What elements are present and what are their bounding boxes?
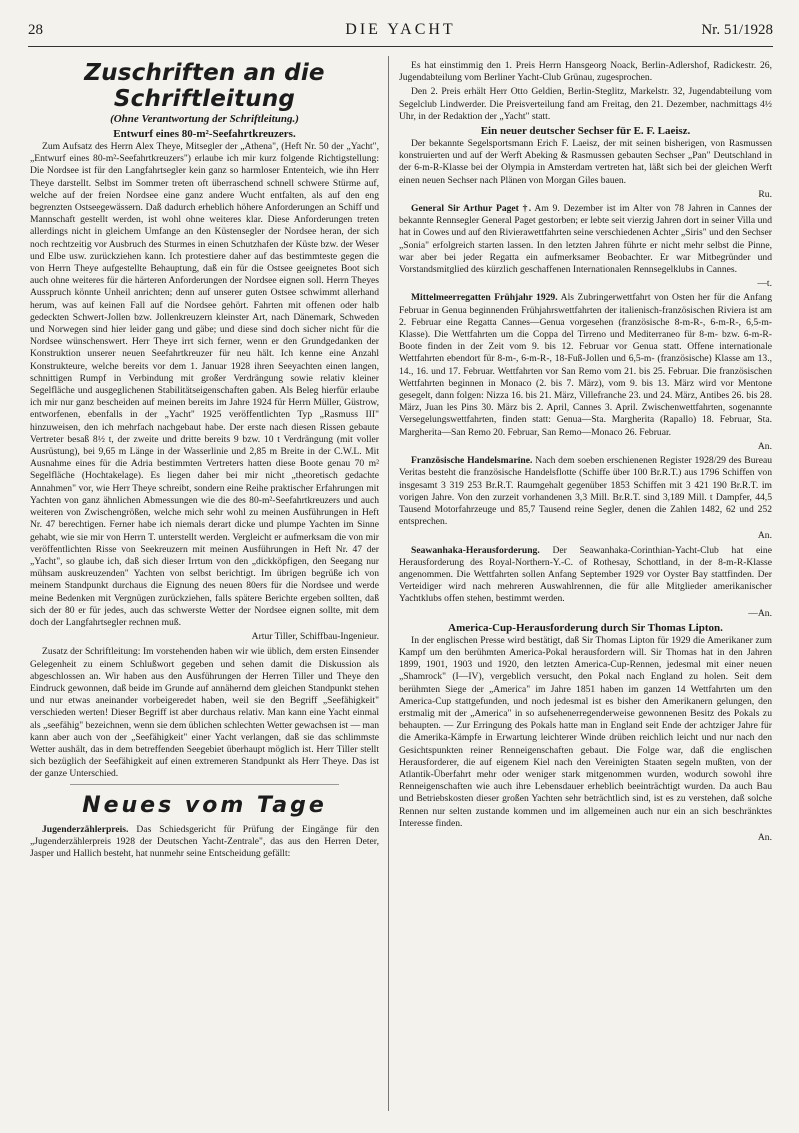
mittel-initials: An.	[757, 440, 772, 452]
seawan-initials: —An.	[748, 607, 772, 619]
cup-title: America-Cup-Herausforderung durch Sir Thomas Lipton.	[448, 621, 723, 634]
page-header	[28, 20, 773, 47]
sechser-title: Ein neuer deutscher Sechser für E. F. Laeisz.	[480, 125, 691, 138]
left-column	[30, 56, 379, 862]
sechser-text: Der bekannte Segelsportsmann Erich F. Laeisz, der mit seinen bisherigen, von Rasmussen konstruierten und auf der Werft Abeking & Rasmussen gebauten Sechser „Pan" Deutschland in der 6-m-R-Klasse bei der Olympia in Amsterdam vertreten hat, läßt sich bei der gleichen Werft einen neuen Sechser nach Plänen von Morgan Giles bauen.	[399, 138, 772, 186]
handel-text: Nach dem soeben erschienenen Register 1928/29 des Bureau Veritas besteht die französische Handelsflotte (Schiffe über 100 Br.R.T.) aus 1796 Schiffen von insgesamt 3 319 253 Br.R.T. Raumgehalt gegenüber 1853 Schiffen mit 3 421 190 Br.R.T. im vorigen Jahre. Von den zurzeit vorhandenen 3,3 Mill. Br.R.T. sind 3,189 Mill. t Dampfer, 44,5 Tausend Motorfahrzeuge und 85,7 Tausend reine Segler, denen die Zahlen 1482, 62 und 252 entsprechen.	[399, 455, 773, 528]
section-title: Zuschriften an die Schriftleitung	[84, 60, 325, 112]
letter-signature: Artur Tiller, Schiffbau-Ingenieur.	[251, 631, 379, 643]
jugend-cont-1: Es hat einstimmig den 1. Preis Herrn Hansgeorg Noack, Berlin-Adlershof, Radickestr. 26, Jugendabteilung vom Berliner Yacht-Club Grünau, zugesprochen.	[399, 60, 772, 84]
page-number: 28	[28, 22, 43, 38]
mittel-paragraph	[399, 292, 772, 438]
jugend-cont-2: Den 2. Preis erhält Herr Otto Geldien, Berlin-Steglitz, Markelstr. 32, Jugendabteilung vom Segelclub Lindwerder. Die Preisverteilung fand am Freitag, den 21. Dezember, nachmittags 4½ Uhr, in der Redaktion der „Yacht" statt.	[399, 86, 772, 122]
paget-initials: —t.	[757, 278, 772, 290]
magazine-title: DIE YACHT	[345, 21, 456, 38]
seawan-lead: Seawanhaka-Herausforderung.	[411, 544, 540, 556]
section-subtitle: (Ohne Verantwortung der Schriftleitung.)	[110, 113, 299, 125]
cup-text: In der englischen Presse wird bestätigt, daß Sir Thomas Lipton für 1929 die Amerikaner zum Kampf um den berühmten America-Pokal herausfordern will. Sir Thomas hat in den Jahren 1899, 1901, 1903 und 1920, den letzten America-Cup-Rennen, jedesmal mit einer neuen „Shamrock" (I—IV), vergeblich versucht, den Pokal nach England zu holen. Seit dem berühmten Siege der „America" im Jahre 1851 haben im ganzen 14 Wettfahrten um den America-Cup stattgefunden, und noch jedesmal ist es bisher den Amerikanern gelungen, den erstmalig mit der „America" in so aufsehenerregenderweise gewonnenen Besitz des Pokals zu behaupten. — Zur Erringung des Pokals hatte man in England seit Ende der achtziger Jahre für die Amerika-Kämpfe in Erwartung leichterer Winde drüben reichlich leicht und nur nach den Gesichtspunkten reiner Renneigenschaften gebaut. Die Folge war, daß die englischen Herausforderer, die auf eigenem Kiel nach den Vereinigten Staaten segeln mußten, von der Atlantik-Überfahrt mehr oder weniger stark mitgenommen wurden, wodurch sowohl ihre Renneigenschaften wie auch ihre Lebensdauer erheblich beeinträchtigt wurden. Da auch Bau und Betriebskosten dieser großen Yachten sehr beträchtlich sind, ist es zu verstehen, daß solche Rennen nur selten zustande kommen und im allgemeinen auch nur ein an sich beschränktes Interesse finden.	[399, 634, 772, 829]
right-column	[399, 60, 772, 846]
jugend-paragraph	[30, 824, 379, 861]
paget-text: Am 9. Dezember ist im Alter von 78 Jahren in Cannes der bekannte Rennsegler General Paget gestorben; er lebte seit vierzig Jahren dort in seiner Villa und hat in Cowes und auf den Rivierawettfahrten seine verschiedenen Achter „Siris" und den Sechser „Sonia" erfolgreich starten lassen. In den letzten Jahren führte er nicht mehr selbst die Pinne, war aber bei jeder Regatta ein aufmerksamer Beobachter. Er war Mitbegründer und Vorstandsmitglied des kürzlich geschaffenen Internationalen Rennsegelklubs in Cannes.	[399, 203, 772, 276]
column-divider	[388, 56, 389, 1111]
sechser-initials: Ru.	[758, 188, 772, 200]
news-section-title: Neues vom Tage	[82, 792, 327, 818]
handel-initials: An.	[757, 530, 772, 542]
editor-addendum: Zusatz der Schriftleitung: Im vorstehenden haben wir wie üblich, dem ersten Einsender Gelegenheit zu einem Schlußwort gegeben und sehen damit die Diskussion als abgeschlossen an. Wir haben aus den Ausführungen der Herren Tiller und Theye den Eindruck gewonnen, daß beide im Grunde auf annähernd dem gleichen Standpunkt stehen und nur etwas aneinander vorbeigeredet haben, weil sie den Begriff „Seefähigkeit" verschieden werten! Dieser Begriff ist aber durchaus relativ. Man kann eine Yacht einmal als „seefähig" bezeichnen, wenn sie dem üblichen schlechten Wetter gewachsen ist — man kann aber auch von der „Seefähigkeit" einer Yacht verlangen, daß sie das schlimmste Wetter aushält, das in dem betreffenden Seegebiet überhaupt möglich ist. Herr Tiller stellt sich bezüglich der Seefähigkeit auf einen extremeren Standpunkt als Herr Theye. Das ist der ganze Unterschied.	[30, 646, 380, 780]
mittel-text: Als Zubringerwettfahrt von Osten her für die Anfang Februar in Genua beginnenden Frühjahrswettfahrten der italienisch-französischen Riviera ist am 2. Februar eine Regatta Cannes—Genua vorgesehen (französische 8-m-R-, 6-m-R-, 6,5-m-Klasse). Die Wettfahrten um die Coppa del Tirreno und Mediterraneo für 8-m- bzw. 6-m-R-Boote finden in der Zeit vom 9. bis 12. Februar vor Genua statt. Offene internationale Wettfahrten ebendort für 8-m-, 6-m-R-, 18-Fuß-Jollen und 6,5-m- (französische) Klasse am 13., 14., 16. und 17. Februar. Wettfahrten vor San Remo vom 21. bis 25. Februar. Die französischen Wettfahrten beginnen in Monaco (2. bis 7. März), vom 9. bis 13. März wird vor Mentone gesegelt, dann folgen: Nizza 16. bis 21. März, Villefranche 23. und 24. März, Antibes 26. bis 28. März, Juan les Pins 30. März bis 2. April, Cannes 3. April. Zwischenwettfahrten, sogenannte Versegelungswettfahrten, finden statt: Genua—Sta. Margherita (Rapallo) 18. Februar, Sta. Margherita—San Remo 20. Februar, San Remo—Monaco 26. Februar.	[399, 292, 773, 438]
issue-number: Nr. 51/1928	[701, 22, 773, 38]
jugend-lead: Jugenderzählerpreis.	[42, 823, 129, 835]
handel-lead: Französische Handelsmarine.	[411, 455, 533, 467]
mittel-lead: Mittelmeerregatten Frühjahr 1929.	[411, 292, 558, 304]
seawan-text: Der Seawanhaka-Corinthian-Yacht-Club hat eine Herausforderung des Royal-Northern-Y.-C. of Rothesay, Schottland, in der 8-m-R-Klasse angenommen. Die Wettfahrten sollen Anfang September 1929 vor Oyster Bay stattfinden. Der Verteidiger wird nach mehreren Auswahlrennen, die für alle Mitglieder amerikanischer Yachtklubs offen stehen, bestimmt werden.	[399, 544, 772, 605]
article-title: Entwurf eines 80-m²-Seefahrtkreuzers.	[113, 128, 296, 140]
handel-paragraph	[399, 455, 772, 528]
seawan-paragraph	[399, 545, 772, 606]
jugend-text: Das Schiedsgericht für Prüfung der Eingänge für den „Jugenderzählerpreis 1928 der Deutschen Yacht-Zentrale", das aus den Herren Deter, Jasper und Hallich besteht, hat nunmehr seine Entscheidung gefällt:	[30, 823, 379, 859]
paget-paragraph	[399, 203, 772, 276]
letter-paragraph: Zum Aufsatz des Herrn Alex Theye, Mitsegler der „Athena", (Heft Nr. 50 der „Yacht", „Entwurf eines 80-m²-Seefahrtkreuzers") erlaube ich mir kurz folgende Richtigstellung: Die Nordsee ist für den Langfahrtsegler kein ganz so harmloser Ententeich, wie ihn Herr Theye darstellt. Selbst im Sommer treten oft überraschend schnell schwere Stürme auf, welche auf der freien Nordsee eine ganz andere Wucht entfalten, als auf den eng begrenzten Ostseegewässern. Daß dadurch erheblich höhere Anforderungen an Schiff und Mannschaft gestellt werden, ist wohl ohne weiteres klar. Diese Anforderungen treten allerdings nicht in gleichem Umfange an den Küstensegler der Nordsee heran, der sich noch rechtzeitig vor Ausbruch des Sturmes in einen Schutzhafen der Küste bzw. der Weser und Elbe usw. zurückziehen kann. Ich protestiere daher auf das bestimmteste gegen die von Herrn Theye aufgestellte Behauptung, daß ein für die Ostsee geeignetes Boot sich auch ohne weiteres für die härteren Anforderungen der Nordsee eignen soll. Herrn Theyes Ausspruch könnte Unheil anrichten; denn auf unserer guten Ostsee schwimmt allerhand herum, was auf keinen Fall auf die Nordsee gehört. Fahrten mit offenen oder halb gedeckten Schwert-Jollen bzw. Jollenkreuzern kleinster Art, nach Dänemark, Schweden und Norwegen sind hier leider gang und gäbe; und diese sind doch sicher nicht für die Nordsee wünschenswert. Herr Theye irrt sich ferner, wenn er den Grundgedanken der Konstruktion unserer neuen Seefahrtkreuzer für neu hält. Ich kenne eine Anzahl Konstrukteure, welche bereits vor dem 1. Januar 1928 ihren Seeyachten einen langen, schnittigen Rumpf in Verbindung mit großer Verdrängung sowie relativ kleiner Segelfläche und ausgeglichenen Stabilitätseigenschaften gaben. Als Beleg hierfür erlaube ich mir nur ganz bescheiden auf meinen bereits im Jahre 1924 für Herrn Müller, Güstrow, entworfenen, ebenfalls in der „Yacht" 1925 veröffentlichten Typ „Rasmuss III" hinzuweisen, den ich mehrfach nachgebaut habe. Der erste nach diesen Rissen gebaute Vertreter besaß 8½ t, der zweite und dritte bereits 9 bzw. 10 t Verdrängung (mit voller Ausrüstung), bei 9,65 m Länge in der Wasserlinie und 2,85 m Breite in der C.W.L. Mit Ausnahme eines für die Adria bestimmten Vertreters hatten diese Boote genau 70 m² Segelfläche (Hochtakelage). Es liegen daher bei mir nicht „theoretisch gedachte Annahmen" vor, wie Herr Theye schreibt, sondern eine Reihe praktischer Erfahrungen mit Yachten von ganz ähnlichen Abmessungen wie die des 80-m²-Seefahrtkreuzers und auch weiteren von Zwischengrößen, welche mich sehr wohl zu meinen Ausführungen in Heft Nr. 47 berechtigen. Ferner habe ich niemals derart dicke und plumpe Yachten im Sinne gehabt, wie sie mir von Herrn T. unterstellt werden. Vergleicht er aufmerksam die von mir veröffentlichten Risse von Seekreuzern mit meinen Ausführungen in Heft Nr. 47 der „Yacht", so glaube ich, daß sich dieser Irrtum von den „dickköpfigen, den Seegang nur mühsam auskreuzenden" Yachten von selbst berichtigt. Im übrigen begrüße ich von meinem Standpunkt durchaus die Eignung des neuen 80ers für die Nordsee und werde meine Bedenken mit Vergnügen zurückziehen, falls spätere Berichte ergeben sollten, daß sich der 80 er für jedes, auch das schwerste Wetter der Nordsee eignen sollte, mit dem doch der Langfahrtsegler rechnen muß.	[30, 141, 379, 628]
paget-lead: General Sir Arthur Paget †.	[411, 203, 532, 215]
cup-initials: An.	[757, 831, 772, 843]
section-divider	[70, 784, 339, 785]
